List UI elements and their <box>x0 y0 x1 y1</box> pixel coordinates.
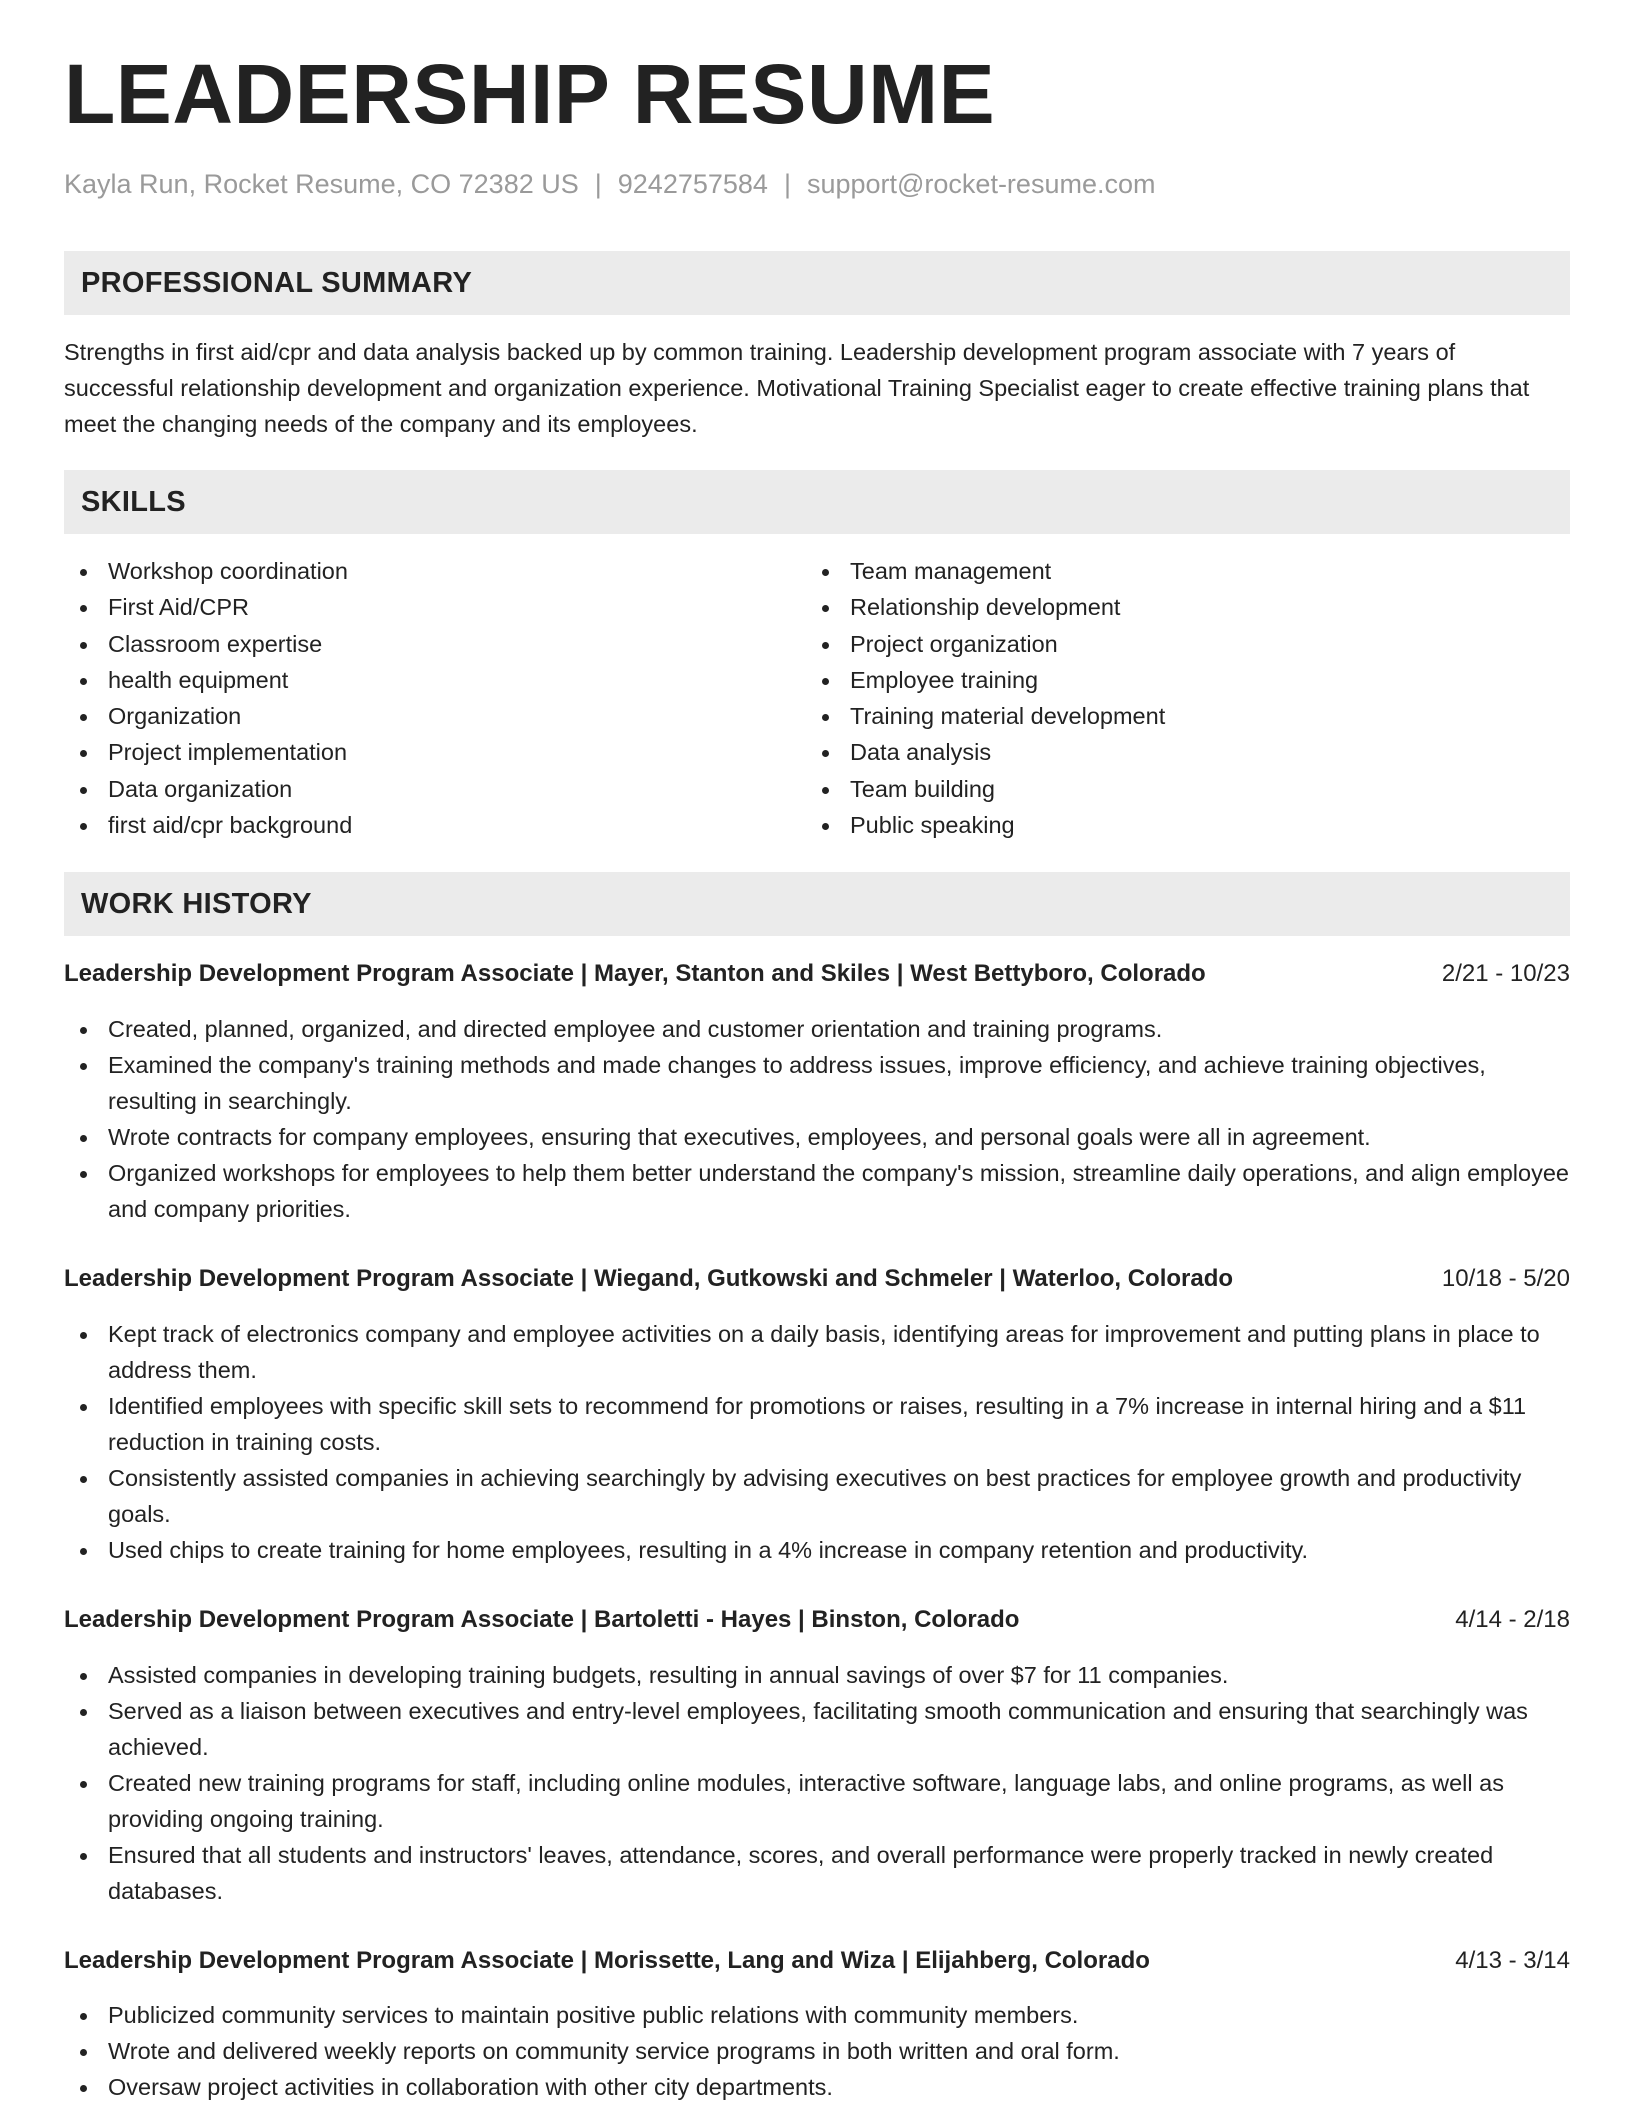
contact-separator: | <box>594 169 602 199</box>
skill-item: Data analysis <box>806 734 1165 770</box>
skill-item: Public speaking <box>806 807 1165 843</box>
skills-list-right <box>806 553 1165 843</box>
contact-separator: | <box>783 169 791 199</box>
skills-heading: SKILLS <box>81 486 186 518</box>
skill-item: Classroom expertise <box>64 626 352 662</box>
summary-heading: PROFESSIONAL SUMMARY <box>81 267 473 299</box>
skill-item: first aid/cpr background <box>64 807 352 843</box>
summary-section-header <box>64 251 1570 315</box>
skill-item: First Aid/CPR <box>64 589 352 625</box>
work-section-header <box>64 872 1570 936</box>
job-bullet: Kept track of electronics company and employee activities on a daily basis, identifying areas for improvement and putting plans in place to address them. <box>64 1316 1570 1388</box>
job-bullet: Oversaw project activities in collaboration with other city departments. <box>64 2069 1570 2105</box>
job-bullet: Ensured that all students and instructors' leaves, attendance, scores, and overall performance were properly tracked in newly created databases. <box>64 1837 1570 1909</box>
job-title: Leadership Development Program Associate | Wiegand, Gutkowski and Schmeler | Waterloo, Colorado <box>64 1265 1234 1292</box>
job-dates: 4/14 - 2/18 <box>1455 1606 1570 1633</box>
work-heading: WORK HISTORY <box>81 888 312 920</box>
skill-item: Relationship development <box>806 589 1165 625</box>
job-bullets <box>64 1011 1570 1227</box>
job-header <box>64 1602 1570 1638</box>
job-bullet: Created, planned, organized, and directed employee and customer orientation and training programs. <box>64 1011 1570 1047</box>
resume-title: LEADERSHIP RESUME <box>64 47 996 141</box>
job-title: Leadership Development Program Associate | Bartoletti - Hayes | Binston, Colorado <box>64 1606 1020 1633</box>
job-bullet: Identified employees with specific skill sets to recommend for promotions or raises, resulting in a 7% increase in internal hiring and a $11 reduction in training costs. <box>64 1388 1570 1460</box>
skill-item: Training material development <box>806 698 1165 734</box>
job-bullet: Publicized community services to maintain positive public relations with community members. <box>64 1997 1570 2033</box>
job-bullet: Organized workshops for employees to help them better understand the company's mission, streamline daily operations, and align employee and company priorities. <box>64 1155 1570 1227</box>
skill-item: health equipment <box>64 662 352 698</box>
job-title: Leadership Development Program Associate | Mayer, Stanton and Skiles | West Bettyboro, Colorado <box>64 960 1206 987</box>
job-bullets <box>64 1316 1570 1568</box>
skill-item: Employee training <box>806 662 1165 698</box>
contact-phone: 9242757584 <box>617 169 768 199</box>
skill-item: Project implementation <box>64 734 352 770</box>
skill-item: Organization <box>64 698 352 734</box>
job-bullet: Served as a liaison between executives and entry-level employees, facilitating smooth communication and ensuring that searchingly was achieved. <box>64 1693 1570 1765</box>
job-header <box>64 956 1570 992</box>
job-bullet: Used chips to create training for home employees, resulting in a 4% increase in company retention and productivity. <box>64 1532 1570 1568</box>
job-dates: 2/21 - 10/23 <box>1441 960 1570 987</box>
job-dates: 10/18 - 5/20 <box>1441 1265 1570 1292</box>
summary-text: Strengths in first aid/cpr and data analysis backed up by common training. Leadership development program associate with 7 years of successful relationship development and organization experience. Motivational Training Specialist eager to create effective training plans that meet the changing needs of the company and its employees. <box>64 339 1530 437</box>
job-header <box>64 1943 1570 1979</box>
job-dates: 4/13 - 3/14 <box>1455 1947 1570 1974</box>
job-header <box>64 1261 1570 1297</box>
skill-item: Data organization <box>64 771 352 807</box>
skill-item: Team building <box>806 771 1165 807</box>
job-bullet: Wrote contracts for company employees, ensuring that executives, employees, and personal goals were all in agreement. <box>64 1119 1570 1155</box>
contact-email: support@rocket-resume.com <box>806 169 1156 199</box>
skills-section-header <box>64 470 1570 534</box>
job-bullet: Created new training programs for staff, including online modules, interactive software, language labs, and online programs, as well as providing ongoing training. <box>64 1765 1570 1837</box>
job-bullets <box>64 1997 1570 2105</box>
job-bullet: Assisted companies in developing training budgets, resulting in annual savings of over $7 for 11 companies. <box>64 1657 1570 1693</box>
job-bullet: Wrote and delivered weekly reports on community service programs in both written and oral form. <box>64 2033 1570 2069</box>
skills-list-left <box>64 553 352 843</box>
job-bullet: Examined the company's training methods and made changes to address issues, improve efficiency, and achieve training objectives, resulting in searchingly. <box>64 1047 1570 1119</box>
job-bullets <box>64 1657 1570 1909</box>
job-bullet: Consistently assisted companies in achieving searchingly by advising executives on best practices for employee growth and productivity goals. <box>64 1460 1570 1532</box>
job-title: Leadership Development Program Associate | Morissette, Lang and Wiza | Elijahberg, Colorado <box>64 1947 1150 1974</box>
skill-item: Workshop coordination <box>64 553 352 589</box>
skill-item: Team management <box>806 553 1165 589</box>
contact-line <box>64 168 1155 200</box>
skill-item: Project organization <box>806 626 1165 662</box>
contact-address: Kayla Run, Rocket Resume, CO 72382 US <box>64 169 579 199</box>
